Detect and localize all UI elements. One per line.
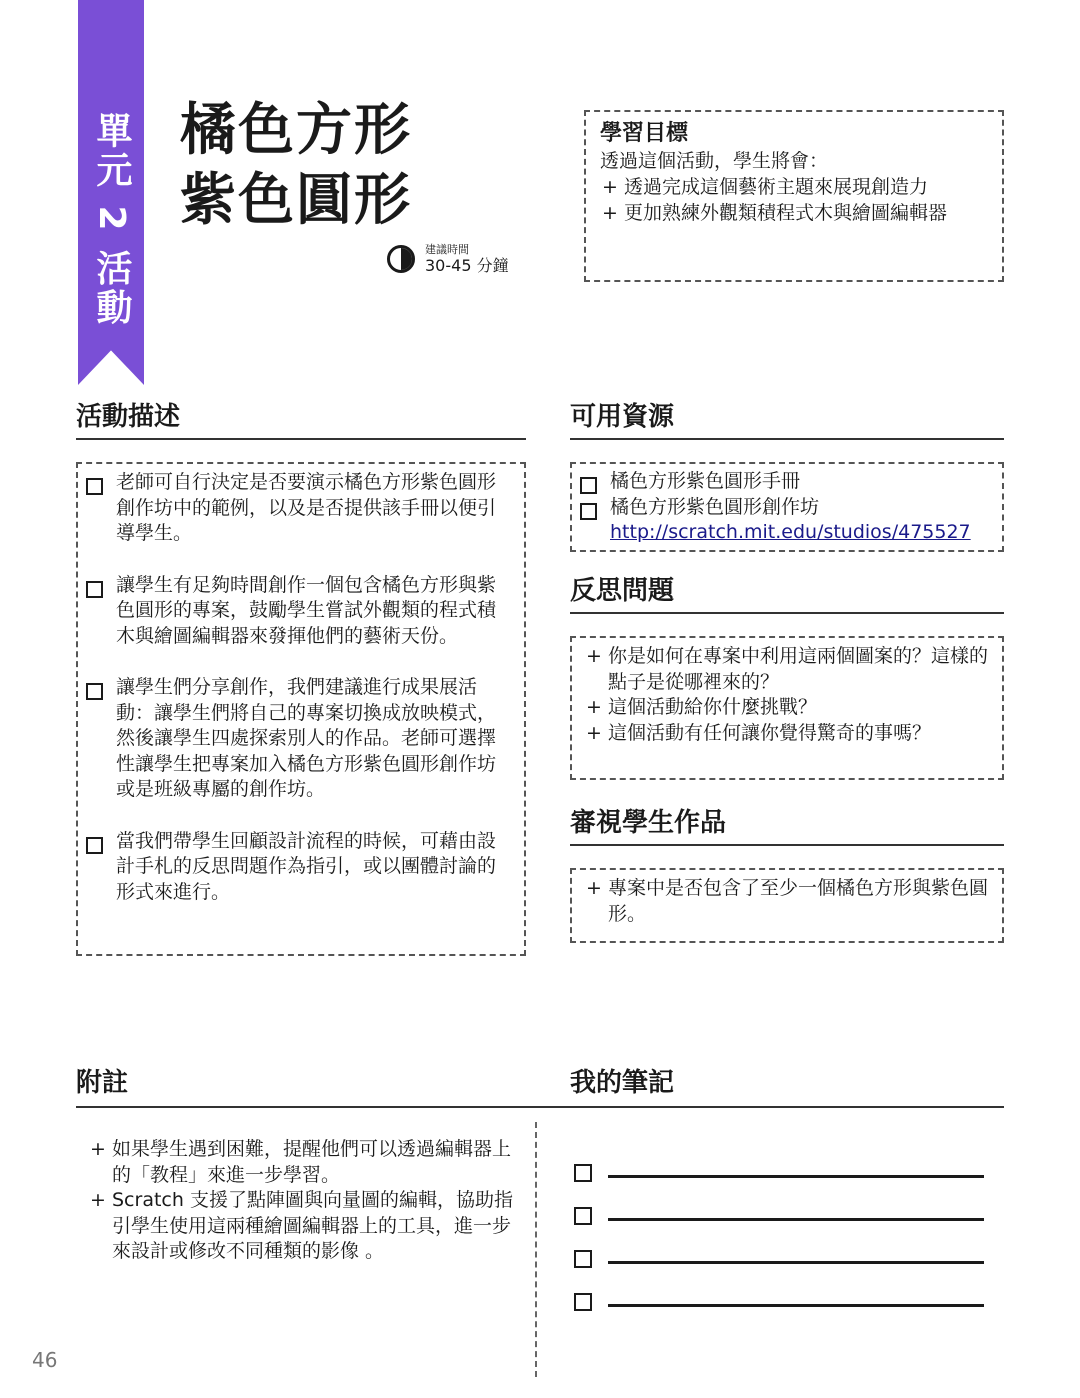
- checklist-item: 讓學生們分享創作，我們建議進行成果展活動：讓學生們將自己的專案切換成放映模式，然後讓學生四處探索別人的作品。老師可選擇性讓學生把專案加入橘色方形紫色圓形創作坊或是班級專屬的創作坊。: [82, 675, 510, 803]
- my-notes-line[interactable]: [574, 1186, 984, 1229]
- learning-goals-intro: 透過這個活動，學生將會：: [600, 150, 829, 172]
- notes-heading: 附註: [76, 1068, 129, 1098]
- notes-list: [88, 1137, 518, 1265]
- reflection-question: + 這個活動有任何讓你覺得驚奇的事嗎？: [584, 721, 990, 747]
- resources-heading: 可用資源: [570, 402, 675, 432]
- page-title-line-1: 橘色方形: [180, 98, 412, 163]
- suggested-time-label: 建議時間: [425, 243, 469, 256]
- unit-banner-label: 單元 2 活動: [91, 112, 132, 328]
- activity-description-box: [76, 462, 526, 956]
- learning-goal-item: + 透過完成這個藝術主題來展現創造力: [600, 174, 988, 200]
- reflection-question: + 你是如何在專案中利用這兩個圖案的？這樣的點子是從哪裡來的？: [584, 644, 990, 695]
- section-divider: [76, 1106, 1004, 1108]
- my-notes-line[interactable]: [574, 1229, 984, 1272]
- activity-description-heading: 活動描述: [76, 402, 181, 432]
- section-divider: [570, 612, 1004, 614]
- reflection-heading: 反思問題: [570, 576, 675, 606]
- studio-link[interactable]: http://scratch.mit.edu/studios/475527: [610, 521, 971, 543]
- review-item: + 專案中是否包含了至少一個橘色方形與紫色圓形。: [584, 876, 990, 927]
- writing-line: [608, 1304, 984, 1307]
- reflection-question: + 這個活動給你什麼挑戰？: [584, 695, 990, 721]
- learning-goals-list: [600, 174, 988, 226]
- review-box: [570, 868, 1004, 943]
- checklist-item: 讓學生有足夠時間創作一個包含橘色方形與紫色圓形的專案，鼓勵學生嘗試外觀類的程式積木與繪圖編輯器來發揮他們的藝術天份。: [82, 573, 510, 650]
- activity-description-list: [82, 470, 510, 905]
- section-divider: [570, 438, 1004, 440]
- resources-list: [576, 469, 992, 546]
- section-divider: [570, 844, 1004, 846]
- reflection-list: [584, 644, 990, 746]
- writing-line: [608, 1261, 984, 1264]
- checkbox-icon: [574, 1250, 592, 1268]
- checkbox-icon: [574, 1293, 592, 1311]
- checklist-item: 當我們帶學生回顧設計流程的時候，可藉由設計手札的反思問題作為指引，或以團體討論的形式來進行。: [82, 829, 510, 906]
- my-notes-line[interactable]: [574, 1272, 984, 1315]
- note-item: + Scratch 支援了點陣圖與向量圖的編輯，協助指引學生使用這兩種繪圖編輯器上的工具，進一步來設計或修改不同種類的影像 。: [88, 1188, 518, 1265]
- checklist-item: 老師可自行決定是否要演示橘色方形紫色圓形創作坊中的範例，以及是否提供該手冊以便引導學生。: [82, 470, 510, 547]
- notes-column-divider: [535, 1122, 537, 1377]
- page-title: [180, 96, 412, 236]
- my-notes-line[interactable]: [574, 1143, 984, 1186]
- checkbox-icon: [574, 1207, 592, 1225]
- resource-item-label: 橘色方形紫色圓形創作坊: [610, 495, 820, 518]
- suggested-time: [387, 243, 509, 275]
- notes-box: [88, 1137, 518, 1265]
- learning-goals-box: [584, 110, 1004, 282]
- note-item: + 如果學生遇到困難，提醒他們可以透過編輯器上的「教程」來進一步學習。: [88, 1137, 518, 1188]
- half-clock-icon: [387, 245, 415, 273]
- my-notes-heading: 我的筆記: [570, 1068, 675, 1098]
- review-list: [584, 876, 990, 927]
- review-heading: 審視學生作品: [570, 808, 727, 838]
- resource-item: [576, 495, 992, 546]
- writing-line: [608, 1218, 984, 1221]
- writing-line: [608, 1175, 984, 1178]
- resources-box: [570, 462, 1004, 552]
- checkbox-icon: [574, 1164, 592, 1182]
- section-divider: [76, 438, 526, 440]
- resource-item: 橘色方形紫色圓形手冊: [576, 469, 992, 495]
- page-number: 46: [32, 1348, 58, 1372]
- my-notes-list: [574, 1143, 984, 1315]
- reflection-box: [570, 636, 1004, 780]
- learning-goals-heading: 學習目標: [600, 121, 689, 146]
- suggested-time-value: 30-45 分鐘: [425, 256, 509, 275]
- page-title-line-2: 紫色圓形: [180, 168, 412, 233]
- learning-goal-item: + 更加熟練外觀類積程式木與繪圖編輯器: [600, 200, 988, 226]
